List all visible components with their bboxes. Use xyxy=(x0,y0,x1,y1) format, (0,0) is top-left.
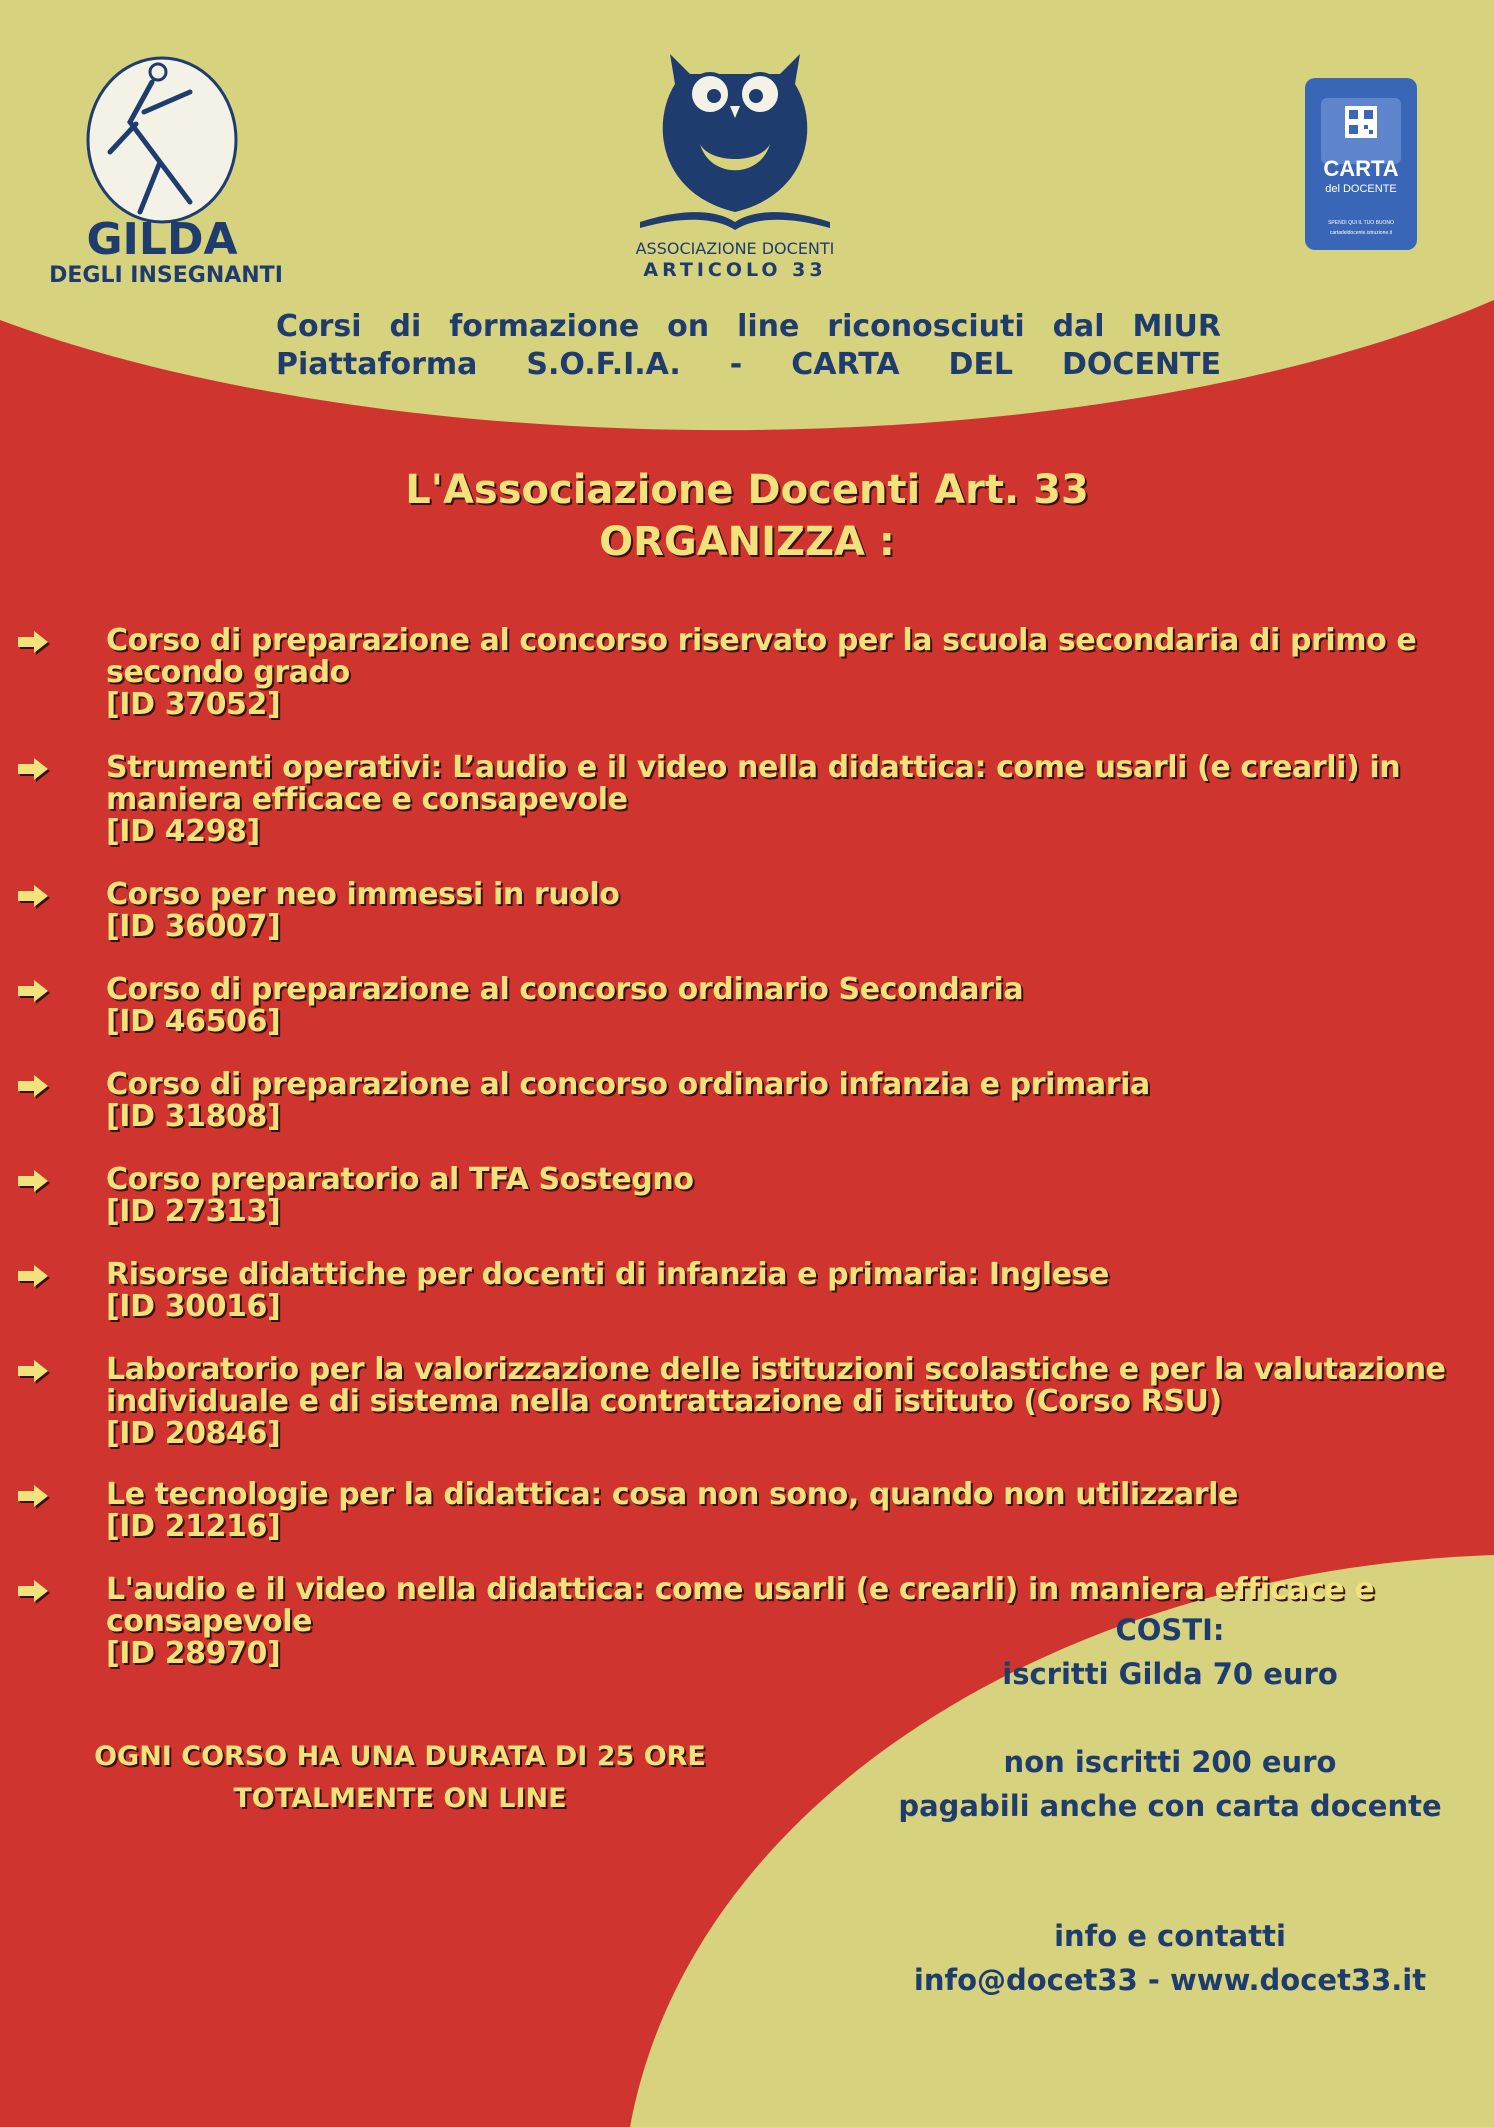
course-title: Corso preparatorio al TFA Sostegno xyxy=(106,1162,694,1197)
course-title: L'audio e il video nella didattica: come usarli (e crearli) in maniera efficace e consapevole xyxy=(106,1572,1375,1639)
course-id: [ID 20846] xyxy=(106,1416,281,1451)
arrow-bullet-icon xyxy=(16,1358,50,1384)
associazione-docenti-logo xyxy=(630,44,840,284)
course-id: [ID 28970] xyxy=(106,1636,281,1671)
course-title: Corso di preparazione al concorso ordinario Secondaria xyxy=(106,972,1024,1007)
organizer-line-2: ORGANIZZA : xyxy=(599,519,895,565)
carta-del-docente-logo xyxy=(1305,78,1417,250)
course-id: [ID 30016] xyxy=(106,1289,281,1324)
course-id: [ID 4298] xyxy=(106,814,260,849)
costs-members: iscritti Gilda 70 euro xyxy=(1002,1657,1338,1691)
course-id: [ID 36007] xyxy=(106,909,281,944)
course-id: [ID 27313] xyxy=(106,1194,281,1229)
course-title: Risorse didattiche per docenti di infanzia e primaria: Inglese xyxy=(106,1257,1109,1292)
contacts-title: info e contatti xyxy=(1054,1919,1286,1953)
header-subtitle xyxy=(276,308,1221,384)
arrow-bullet-icon xyxy=(16,1483,50,1509)
course-title: Laboratorio per la valorizzazione delle istituzioni scolastiche e per la valutazione individuale e di sistema nella contrattazione di istituto (Corso RSU) xyxy=(106,1352,1446,1419)
svg-text:SPENDI QUI IL TUO BUONO: SPENDI QUI IL TUO BUONO xyxy=(1328,220,1394,226)
svg-text:ASSOCIAZIONE DOCENTI: ASSOCIAZIONE DOCENTI xyxy=(635,239,835,258)
duration-line-2: TOTALMENTE ON LINE xyxy=(233,1783,567,1814)
header-line-1: Corsi di formazione on line riconosciuti dal MIUR xyxy=(276,309,1221,344)
course-id: [ID 46506] xyxy=(106,1004,281,1039)
header-line-2: Piattaforma S.O.F.I.A. - CARTA DEL DOCENTE xyxy=(276,347,1221,382)
arrow-bullet-icon xyxy=(16,1168,50,1194)
course-title: Strumenti operativi: L’audio e il video nella didattica: come usarli (e crearli) in maniera efficace e consapevole xyxy=(106,750,1401,817)
arrow-bullet-icon xyxy=(16,1578,50,1604)
arrow-bullet-icon xyxy=(16,1073,50,1099)
arrow-bullet-icon xyxy=(16,756,50,782)
course-title: Le tecnologie per la didattica: cosa non sono, quando non utilizzarle xyxy=(106,1477,1238,1512)
arrow-bullet-icon xyxy=(16,978,50,1004)
course-title: Corso di preparazione al concorso ordinario infanzia e primaria xyxy=(106,1067,1150,1102)
duration-line-1: OGNI CORSO HA UNA DURATA DI 25 ORE xyxy=(94,1741,706,1772)
course-title: Corso per neo immessi in ruolo xyxy=(106,877,620,912)
course-id: [ID 31808] xyxy=(106,1099,281,1134)
organizer-title xyxy=(0,464,1494,568)
costs-non-members: non iscritti 200 euro xyxy=(1003,1745,1337,1779)
knight-figure-icon xyxy=(40,52,300,292)
owl-book-icon xyxy=(630,44,840,284)
course-title: Corso di preparazione al concorso riservato per la scuola secondaria di primo e secondo grado xyxy=(106,623,1417,690)
svg-text:CARTA: CARTA xyxy=(1323,156,1399,181)
contacts-section xyxy=(880,1914,1460,2002)
svg-text:ARTICOLO 33: ARTICOLO 33 xyxy=(643,259,827,281)
arrow-bullet-icon xyxy=(16,1263,50,1289)
course-id: [ID 37052] xyxy=(106,687,281,722)
duration-note xyxy=(40,1736,760,1820)
svg-text:GILDA: GILDA xyxy=(86,214,238,265)
gilda-logo xyxy=(40,52,300,292)
contacts-details: info@docet33 - www.docet33.it xyxy=(913,1963,1427,1997)
organizer-line-1: L'Associazione Docenti Art. 33 xyxy=(405,467,1089,513)
costs-title: COSTI: xyxy=(1115,1613,1225,1647)
course-id: [ID 21216] xyxy=(106,1509,281,1544)
svg-text:DEGLI INSEGNANTI: DEGLI INSEGNANTI xyxy=(49,263,283,288)
svg-text:del DOCENTE: del DOCENTE xyxy=(1325,183,1397,195)
arrow-bullet-icon xyxy=(16,629,50,655)
arrow-bullet-icon xyxy=(16,883,50,909)
svg-text:cartadeldocente.istruzione.it: cartadeldocente.istruzione.it xyxy=(1329,230,1393,236)
costs-payment: pagabili anche con carta docente xyxy=(898,1789,1442,1823)
costs-section xyxy=(880,1608,1460,1828)
qr-code-icon xyxy=(1345,106,1377,138)
